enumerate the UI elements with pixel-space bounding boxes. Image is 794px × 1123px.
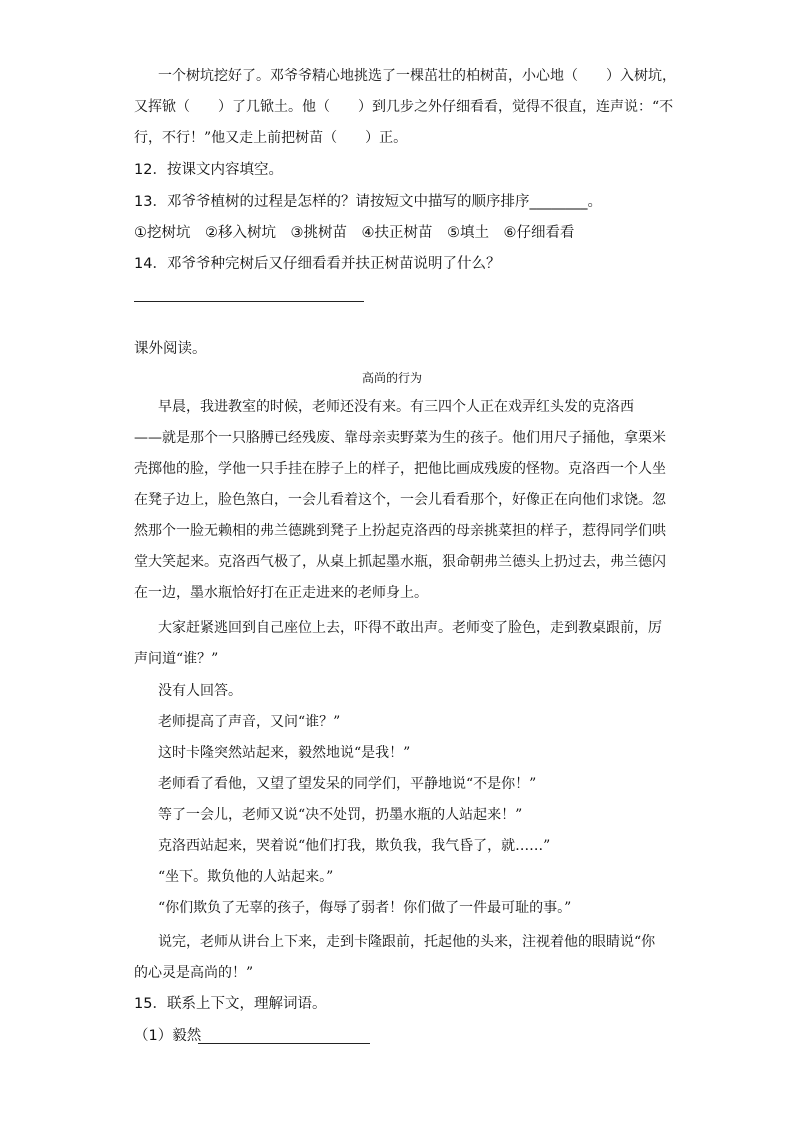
story-line: 然那个一脸无赖相的弗兰德跳到凳子上扮起克洛西的母亲挑菜担的样子，惹得同学们哄 (134, 523, 666, 539)
passage-line-1: 一个树坑挖好了。邓爷爷精心地挑选了一棵茁壮的柏树苗，小心地（ ）入树坑， (158, 68, 676, 84)
story-line: 在一边，墨水瓶恰好打在正走进来的老师身上。 (134, 585, 428, 601)
question-13: 13．邓爷爷植树的过程是怎样的？请按短文中描写的顺序排序________。 (134, 194, 602, 210)
passage-line-3: 行，不行！”他又走上前把树苗（ ）正。 (134, 130, 408, 146)
story-line: 声问道“谁？” (134, 651, 219, 667)
question-13-options: ①挖树坑 ②移入树坑 ③挑树苗 ④扶正树苗 ⑤填土 ⑥仔细看看 (134, 225, 575, 241)
story-title: 高尚的行为 (362, 371, 423, 385)
story-line: 早晨，我进教室的时候，老师还没有来。有三四个人正在戏弄红头发的克洛西 (158, 399, 634, 415)
story-line: 的心灵是高尚的！” (134, 965, 254, 981)
story-line: 等了一会儿，老师又说“决不处罚，扔墨水瓶的人站起来！” (158, 807, 523, 823)
story-line: 壳掷他的脸，学他一只手挂在脖子上的样子，把他比画成残废的怪物。克洛西一个人坐 (134, 461, 666, 477)
question-15-1: （1）毅然 (134, 1028, 202, 1044)
story-line: 大家赶紧逃回到自己座位上去，吓得不敢出声。老师变了脸色，走到教桌跟前，厉 (158, 620, 662, 636)
story-line: 这时卡隆突然站起来，毅然地说“是我！” (158, 745, 411, 761)
question-14: 14．邓爷爷种完树后又仔细看看并扶正树苗说明了什么？ (134, 256, 501, 272)
story-line: 说完，老师从讲台上下来，走到卡隆跟前，托起他的头来，注视着他的眼睛说“你 (158, 934, 656, 950)
passage-line-2: 又挥锨（ ）了几锨土。他（ ）到几步之外仔细看看，觉得不很直，连声说：“不 (134, 99, 674, 115)
story-line: 堂大笑起来。克洛西气极了，从桌上抓起墨水瓶，狠命朝弗兰德头上扔过去，弗兰德闪 (134, 554, 666, 570)
story-line: 老师看了看他，又望了望发呆的同学们，平静地说“不是你！” (158, 776, 537, 792)
story-line: “你们欺负了无辜的孩子，侮辱了弱者！你们做了一件最可耻的事。” (158, 900, 572, 916)
question-12: 12．按课文内容填空。 (134, 162, 283, 178)
story-line: “坐下。欺负他的人站起来。” (158, 869, 334, 885)
story-line: 没有人回答。 (158, 683, 242, 699)
story-line: 在凳子边上，脸色煞白，一会儿看着这个，一会儿看看那个，好像正在向他们求饶。忽 (134, 492, 666, 508)
story-line: ——就是那个一只胳膊已经残废、靠母亲卖野菜为生的孩子。他们用尺子捅他，拿栗米 (134, 430, 666, 446)
story-line: 克洛西站起来，哭着说“他们打我，欺负我，我气昏了，就……” (158, 838, 551, 854)
story-line: 老师提高了声音，又问“谁？” (158, 714, 341, 730)
answer-line-15-1[interactable] (198, 1043, 370, 1044)
answer-line-14[interactable] (134, 301, 364, 302)
section-heading: 课外阅读。 (134, 341, 207, 357)
question-15: 15．联系上下文，理解词语。 (134, 996, 327, 1012)
